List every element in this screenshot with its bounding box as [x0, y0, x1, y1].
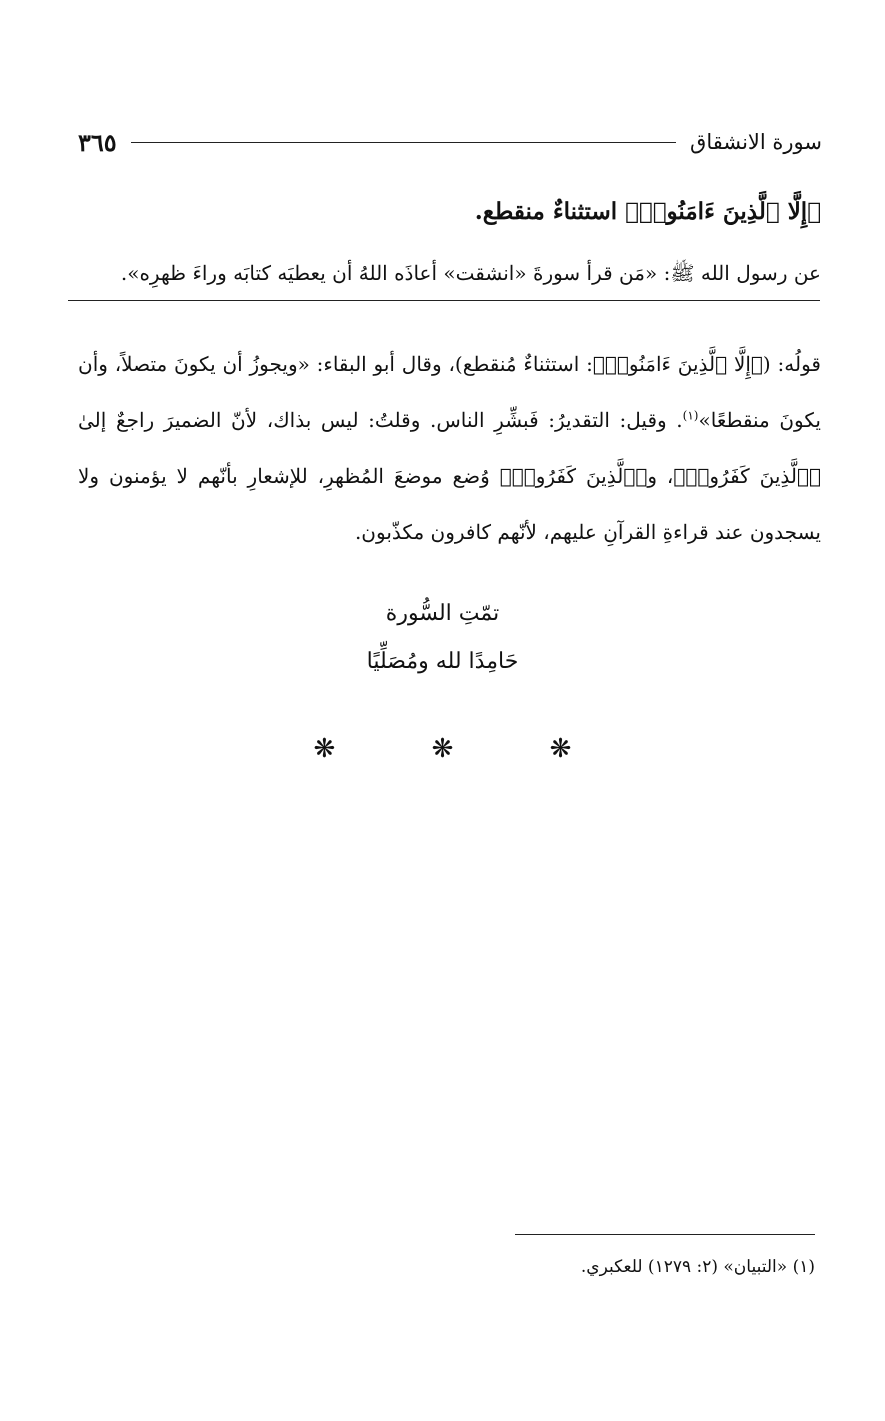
ornament-star-icon: ❋ — [549, 734, 572, 764]
hadith-line: عن رسول الله ﷺ: «مَن قرأ سورةَ «انشقت» أعاذَه اللهُ أن يعطيَه كتابَه وراءَ ظهرِه». — [120, 261, 821, 285]
running-header — [78, 122, 822, 162]
page-number: ٣٦٥ — [78, 127, 117, 157]
section-divider — [68, 300, 820, 301]
commentary-text-after-note: . وقيل: التقديرُ: فَبشِّرِ الناس. وقلتُ: ليس بذاك، لأنّ الضميرَ راجعٌ إلىٰ ﴿ٱلَّذِينَ كَفَرُوا۟﴾، و﴿ٱلَّذِينَ كَفَرُوا۟﴾ وُضع موضعَ المُظهرِ، للإشعارِ بأنّهم لا يؤمنون ولا يسجدون عند قراءةِ القرآنِ عليهم، لأنّهم كافرون مكذّبون. — [78, 408, 821, 544]
commentary-text-before-note: قولُه: (﴿إِلَّا ٱلَّذِينَ ءَامَنُوا۟﴾: استثناءٌ مُنقطع)، وقال أبو البقاء: «ويجوزُ أن يكونَ متصلاً، وأن يكونَ منقطعًا» — [78, 352, 821, 432]
footnote-marker[interactable]: (١) — [682, 408, 699, 423]
ornament-star-icon: ❋ — [431, 734, 454, 764]
footnote: (١) «التبيان» (٢: ١٢٧٩) للعكبري. — [580, 1257, 815, 1277]
verse-line: ﴿إِلَّا ٱلَّذِينَ ءَامَنُوا۟﴾ استثناءٌ منقطع. — [474, 198, 821, 225]
closing-line-2: حَامِدًا لله ومُصَلِّيًا — [366, 649, 519, 674]
surah-title: سورة الانشقاق — [690, 130, 822, 154]
header-rule — [131, 142, 676, 143]
closing-block — [0, 590, 885, 686]
footnote-rule — [515, 1234, 815, 1235]
ornament-row — [0, 734, 885, 764]
commentary-paragraph — [78, 336, 821, 560]
ornament-star-icon: ❋ — [313, 734, 336, 764]
closing-line-1: تمّتِ السُّورة — [385, 601, 500, 626]
